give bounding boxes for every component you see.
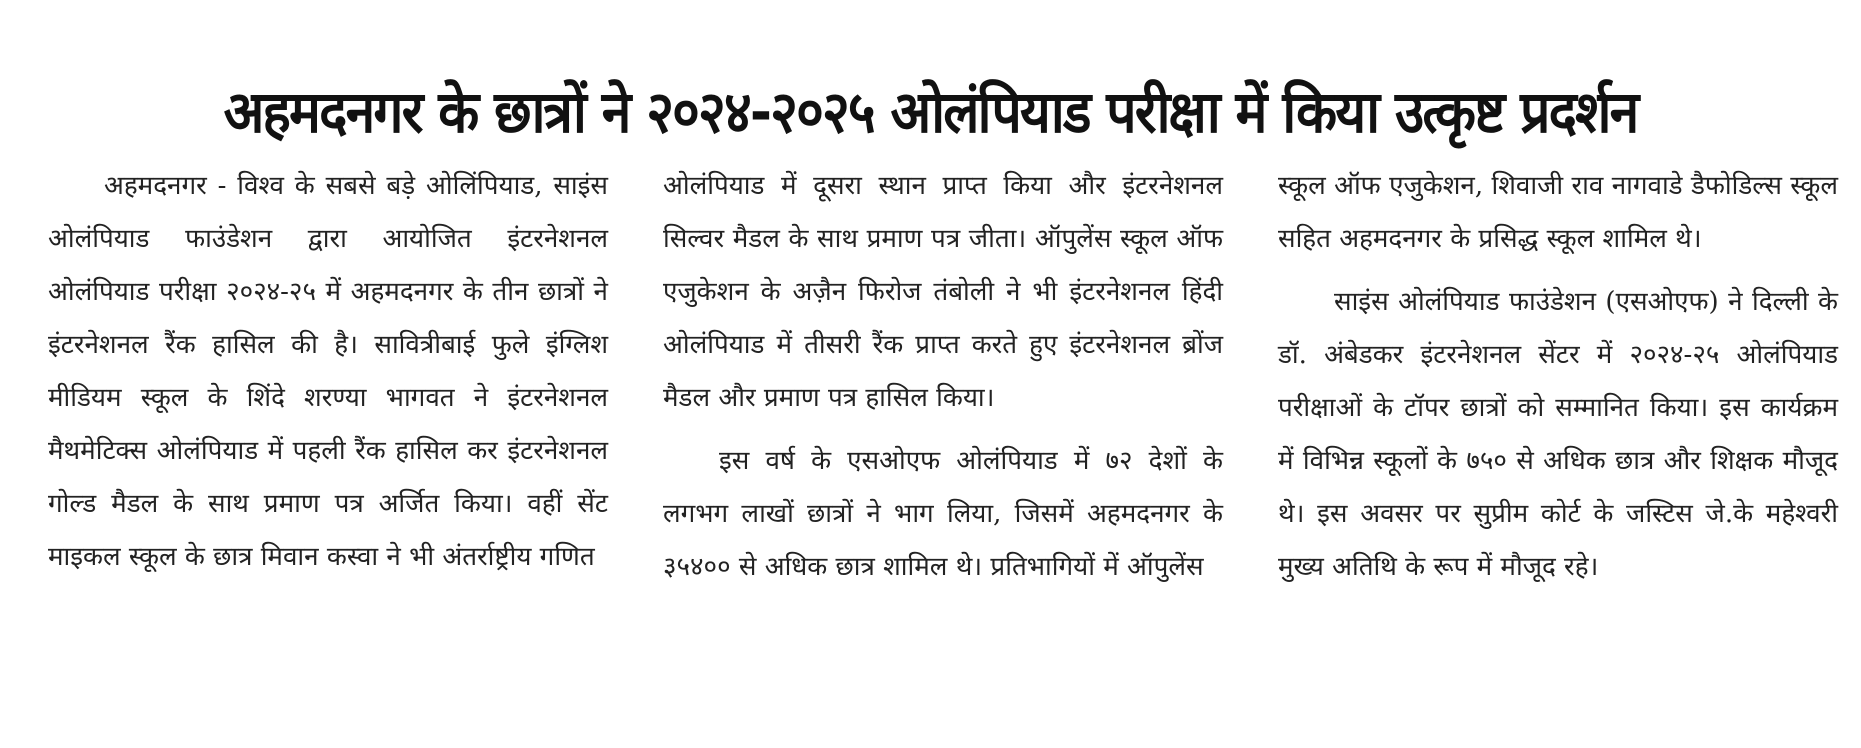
column-2 [663,160,1223,740]
column-1 [48,160,608,740]
article-body [48,160,1838,740]
paragraph: अहमदनगर - विश्व के सबसे बड़े ओलिंपियाड, साइंस ओलंपियाड फाउंडेशन द्वारा आयोजित इंटरनेशनल ओलंपियाड परीक्षा २०२४-२५ में अहमदनगर के तीन छात्रों ने इंटरनेशनल रैंक हासिल की है। सावित्रीबाई फुले इंग्लिश मीडियम स्कूल के शिंदे शरण्या भागवत ने इंटरनेशनल मैथमेटिक्स ओलंपियाड में पहली रैंक हासिल कर इंटरनेशनल गोल्ड मैडल के साथ प्रमाण पत्र अर्जित किया। वहीं सेंट माइकल स्कूल के छात्र मिवान कस्वा ने भी अंतर्राष्ट्रीय गणित [48,171,608,572]
headline: अहमदनगर के छात्रों ने २०२४-२०२५ ओलंपियाड परीक्षा में किया उत्कृष्ट प्रदर्शन [223,77,1638,146]
paragraph: स्कूल ऑफ एजुकेशन, शिवाजी राव नागवाडे डैफोडिल्स स्कूल सहित अहमदनगर के प्रसिद्ध स्कूल शामिल थे। [1278,171,1838,254]
paragraph: साइंस ओलंपियाड फाउंडेशन (एसओएफ) ने दिल्ली के डॉ. अंबेडकर इंटरनेशनल सेंटर में २०२४-२५ ओलंपियाड परीक्षाओं के टॉपर छात्रों को सम्मानित किया। इस कार्यक्रम में विभिन्न स्कूलों के ७५० से अधिक छात्र और शिक्षक मौजूद थे। इस अवसर पर सुप्रीम कोर्ट के जस्टिस जे.के महेश्वरी मुख्य अतिथि के रूप में मौजूद रहे। [1278,287,1838,582]
column-3 [1278,160,1838,740]
paragraph: ओलंपियाड में दूसरा स्थान प्राप्त किया और इंटरनेशनल सिल्वर मैडल के साथ प्रमाण पत्र जीता। ऑपुलेंस स्कूल ऑफ एजुकेशन के अज़ैन फिरोज तंबोली ने भी इंटरनेशनल हिंदी ओलंपियाड में तीसरी रैंक प्राप्त करते हुए इंटरनेशनल ब्रोंज मैडल और प्रमाण पत्र हासिल किया। [663,171,1223,413]
paragraph: इस वर्ष के एसओएफ ओलंपियाड में ७२ देशों के लगभग लाखों छात्रों ने भाग लिया, जिसमें अहमदनगर के ३५४०० से अधिक छात्र शामिल थे। प्रतिभागियों में ऑपुलेंस [663,446,1223,582]
